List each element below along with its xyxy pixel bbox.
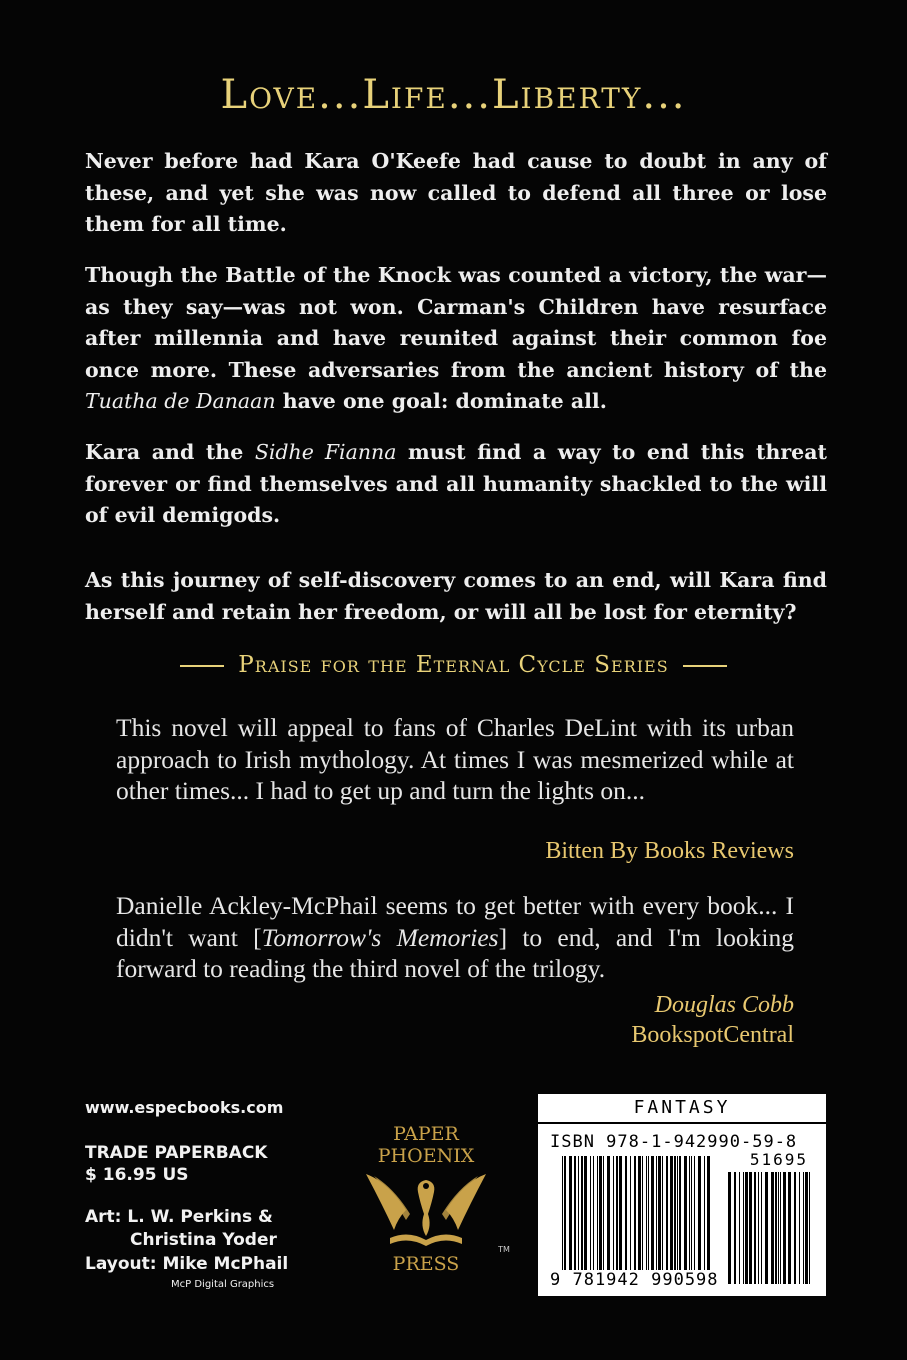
- logo-text-paper: PAPER: [393, 1123, 459, 1145]
- barcode-bar: [581, 1156, 583, 1270]
- barcode-bar: [698, 1156, 701, 1270]
- barcode-bar: [584, 1156, 587, 1270]
- barcode-bar: [630, 1156, 631, 1270]
- barcode-bar: [803, 1172, 804, 1284]
- price-addon-barcode: [728, 1172, 810, 1284]
- barcode-bar: [728, 1172, 731, 1284]
- price-label: $ 16.95 US: [85, 1165, 189, 1185]
- barcode-bar: [754, 1172, 756, 1284]
- barcode-bar: [771, 1172, 774, 1284]
- barcode-bar: [593, 1156, 594, 1270]
- barcode-bar: [704, 1156, 705, 1270]
- barcode-bar: [799, 1172, 800, 1284]
- barcode-bar: [666, 1156, 668, 1270]
- barcode-bar: [794, 1172, 796, 1284]
- blurb-text: must find a way to end this threat forever or find themselves and all humanity shackled to the will of evil demigods.: [85, 440, 827, 527]
- barcode-bar: [778, 1172, 779, 1284]
- barcode-bar: [651, 1156, 654, 1270]
- reviewer-name: Douglas Cobb: [654, 992, 794, 1018]
- barcode-bar: [670, 1156, 673, 1270]
- isbn-text: ISBN 978-1-942990-59-8: [550, 1132, 798, 1152]
- barcode-bar: [634, 1156, 636, 1270]
- praise-heading-text: Praise for the Eternal Cycle Series: [238, 652, 669, 678]
- barcode-bar: [684, 1156, 687, 1270]
- divider-left: [180, 665, 224, 667]
- publisher-website: www.especbooks.com: [85, 1098, 284, 1117]
- barcode-bar: [674, 1156, 676, 1270]
- blurb-italic-name: Sidhe Fianna: [254, 440, 397, 464]
- barcode-bar: [638, 1156, 641, 1270]
- blurb-paragraph-4: As this journey of self-discovery comes to an end, will Kara find herself and retain her freedom, or will all be lost for eternity?: [85, 568, 827, 624]
- format-label: TRADE PAPERBACK: [85, 1143, 268, 1163]
- barcode-bar: [689, 1156, 690, 1270]
- art-credit: Art: L. W. Perkins &: [85, 1207, 273, 1227]
- blurb-paragraph-3: [85, 437, 827, 532]
- barcode-bar: [761, 1172, 762, 1284]
- barcode-bar: [607, 1156, 610, 1270]
- barcode-bar: [564, 1156, 566, 1270]
- logo-text-press: PRESS: [392, 1253, 460, 1275]
- barcode-bar: [656, 1156, 657, 1270]
- praise-heading: [0, 652, 907, 678]
- divider-right: [683, 665, 727, 667]
- barcode-bar: [758, 1172, 759, 1284]
- barcode-bar: [749, 1172, 752, 1284]
- barcode-bar: [677, 1156, 678, 1270]
- price-code-text: 51695: [749, 1150, 808, 1169]
- barcode-bar: [625, 1156, 627, 1270]
- barcode-bar: [739, 1172, 740, 1284]
- barcode-bar: [788, 1172, 791, 1284]
- headline: Love...Life...Liberty...: [220, 72, 687, 118]
- barcode-bar: [603, 1156, 604, 1270]
- barcode-bar: [642, 1156, 643, 1270]
- barcode-bar: [599, 1156, 602, 1270]
- layout-credit: Layout: Mike McPhail: [85, 1254, 289, 1274]
- quote-text: Danielle Ackley-McPhail seems to get better with every book... I didn't want [: [116, 891, 794, 952]
- barcode-bar: [805, 1172, 808, 1284]
- barcode-bar: [780, 1172, 781, 1284]
- barcode-panel: [538, 1094, 826, 1296]
- barcode-bar: [765, 1172, 768, 1284]
- barcode-bar: [616, 1156, 618, 1270]
- barcode-bar: [613, 1156, 614, 1270]
- barcode-bar: [569, 1156, 572, 1270]
- barcode-bar: [783, 1172, 786, 1284]
- blurb-text: Kara and the: [85, 440, 255, 464]
- review-attribution-1: Bitten By Books Reviews: [545, 838, 794, 864]
- blurb-text: Though the Battle of the Knock was counted a victory, the war—as they say—was not won. Carman's Children have resurface after millennia and have reunited against their common foe once more. These adversaries from the ancient history of the: [85, 263, 827, 382]
- barcode-bar: [707, 1156, 710, 1270]
- reviewer-site: BookspotCentral: [631, 1022, 794, 1048]
- barcode-bar: [578, 1156, 579, 1270]
- quote-text: ] to end, and I'm looking forward to reading the third novel of the trilogy.: [116, 922, 794, 983]
- blurb-paragraph-2: [85, 260, 827, 418]
- genre-label: FANTASY: [538, 1094, 826, 1124]
- phoenix-emblem-icon: [366, 1174, 486, 1246]
- barcode-bar: [734, 1172, 736, 1284]
- quote-italic-title: Tomorrow's Memories: [261, 922, 499, 952]
- review-quote-1: This novel will appeal to fans of Charles DeLint with its urban approach to Irish mythology. At times I was mesmerized while at other times... I had to get up and turn the lights on...: [116, 713, 794, 805]
- blurb-italic-title: Tuatha de Danaan: [85, 389, 276, 413]
- layout-credit-company: McP Digital Graphics: [171, 1279, 275, 1290]
- barcode-bar: [574, 1156, 576, 1270]
- review-quote-2: [116, 890, 794, 985]
- barcode-bar: [646, 1156, 647, 1270]
- barcode-bar: [597, 1156, 598, 1270]
- logo-text-phoenix: PHOENIX: [377, 1145, 475, 1167]
- barcode-bar: [662, 1156, 663, 1270]
- paper-phoenix-press-logo: [358, 1118, 518, 1278]
- trademark-symbol: TM: [498, 1245, 510, 1254]
- barcode-bar: [619, 1156, 622, 1270]
- isbn-barcode: [562, 1156, 712, 1270]
- barcode-bar: [694, 1156, 695, 1270]
- barcode-bar: [658, 1156, 661, 1270]
- barcode-bar: [590, 1156, 591, 1270]
- art-credit-continued: Christina Yoder: [130, 1230, 277, 1250]
- barcode-bar: [743, 1172, 744, 1284]
- barcode-bar: [745, 1172, 748, 1284]
- blurb-text: have one goal: dominate all.: [275, 389, 607, 413]
- barcode-bar: [691, 1156, 692, 1270]
- review-attribution-2: [631, 990, 794, 1050]
- barcode-bar: [809, 1172, 810, 1284]
- blurb-paragraph-1: Never before had Kara O'Keefe had cause to doubt in any of these, and yet she was now called to defend all three or lose them for all time.: [85, 149, 827, 236]
- ean-number: 9 781942 990598: [550, 1270, 719, 1290]
- barcode-bar: [562, 1156, 563, 1270]
- barcode-bar: [648, 1156, 649, 1270]
- barcode-bar: [775, 1172, 777, 1284]
- barcode-bar: [679, 1156, 681, 1270]
